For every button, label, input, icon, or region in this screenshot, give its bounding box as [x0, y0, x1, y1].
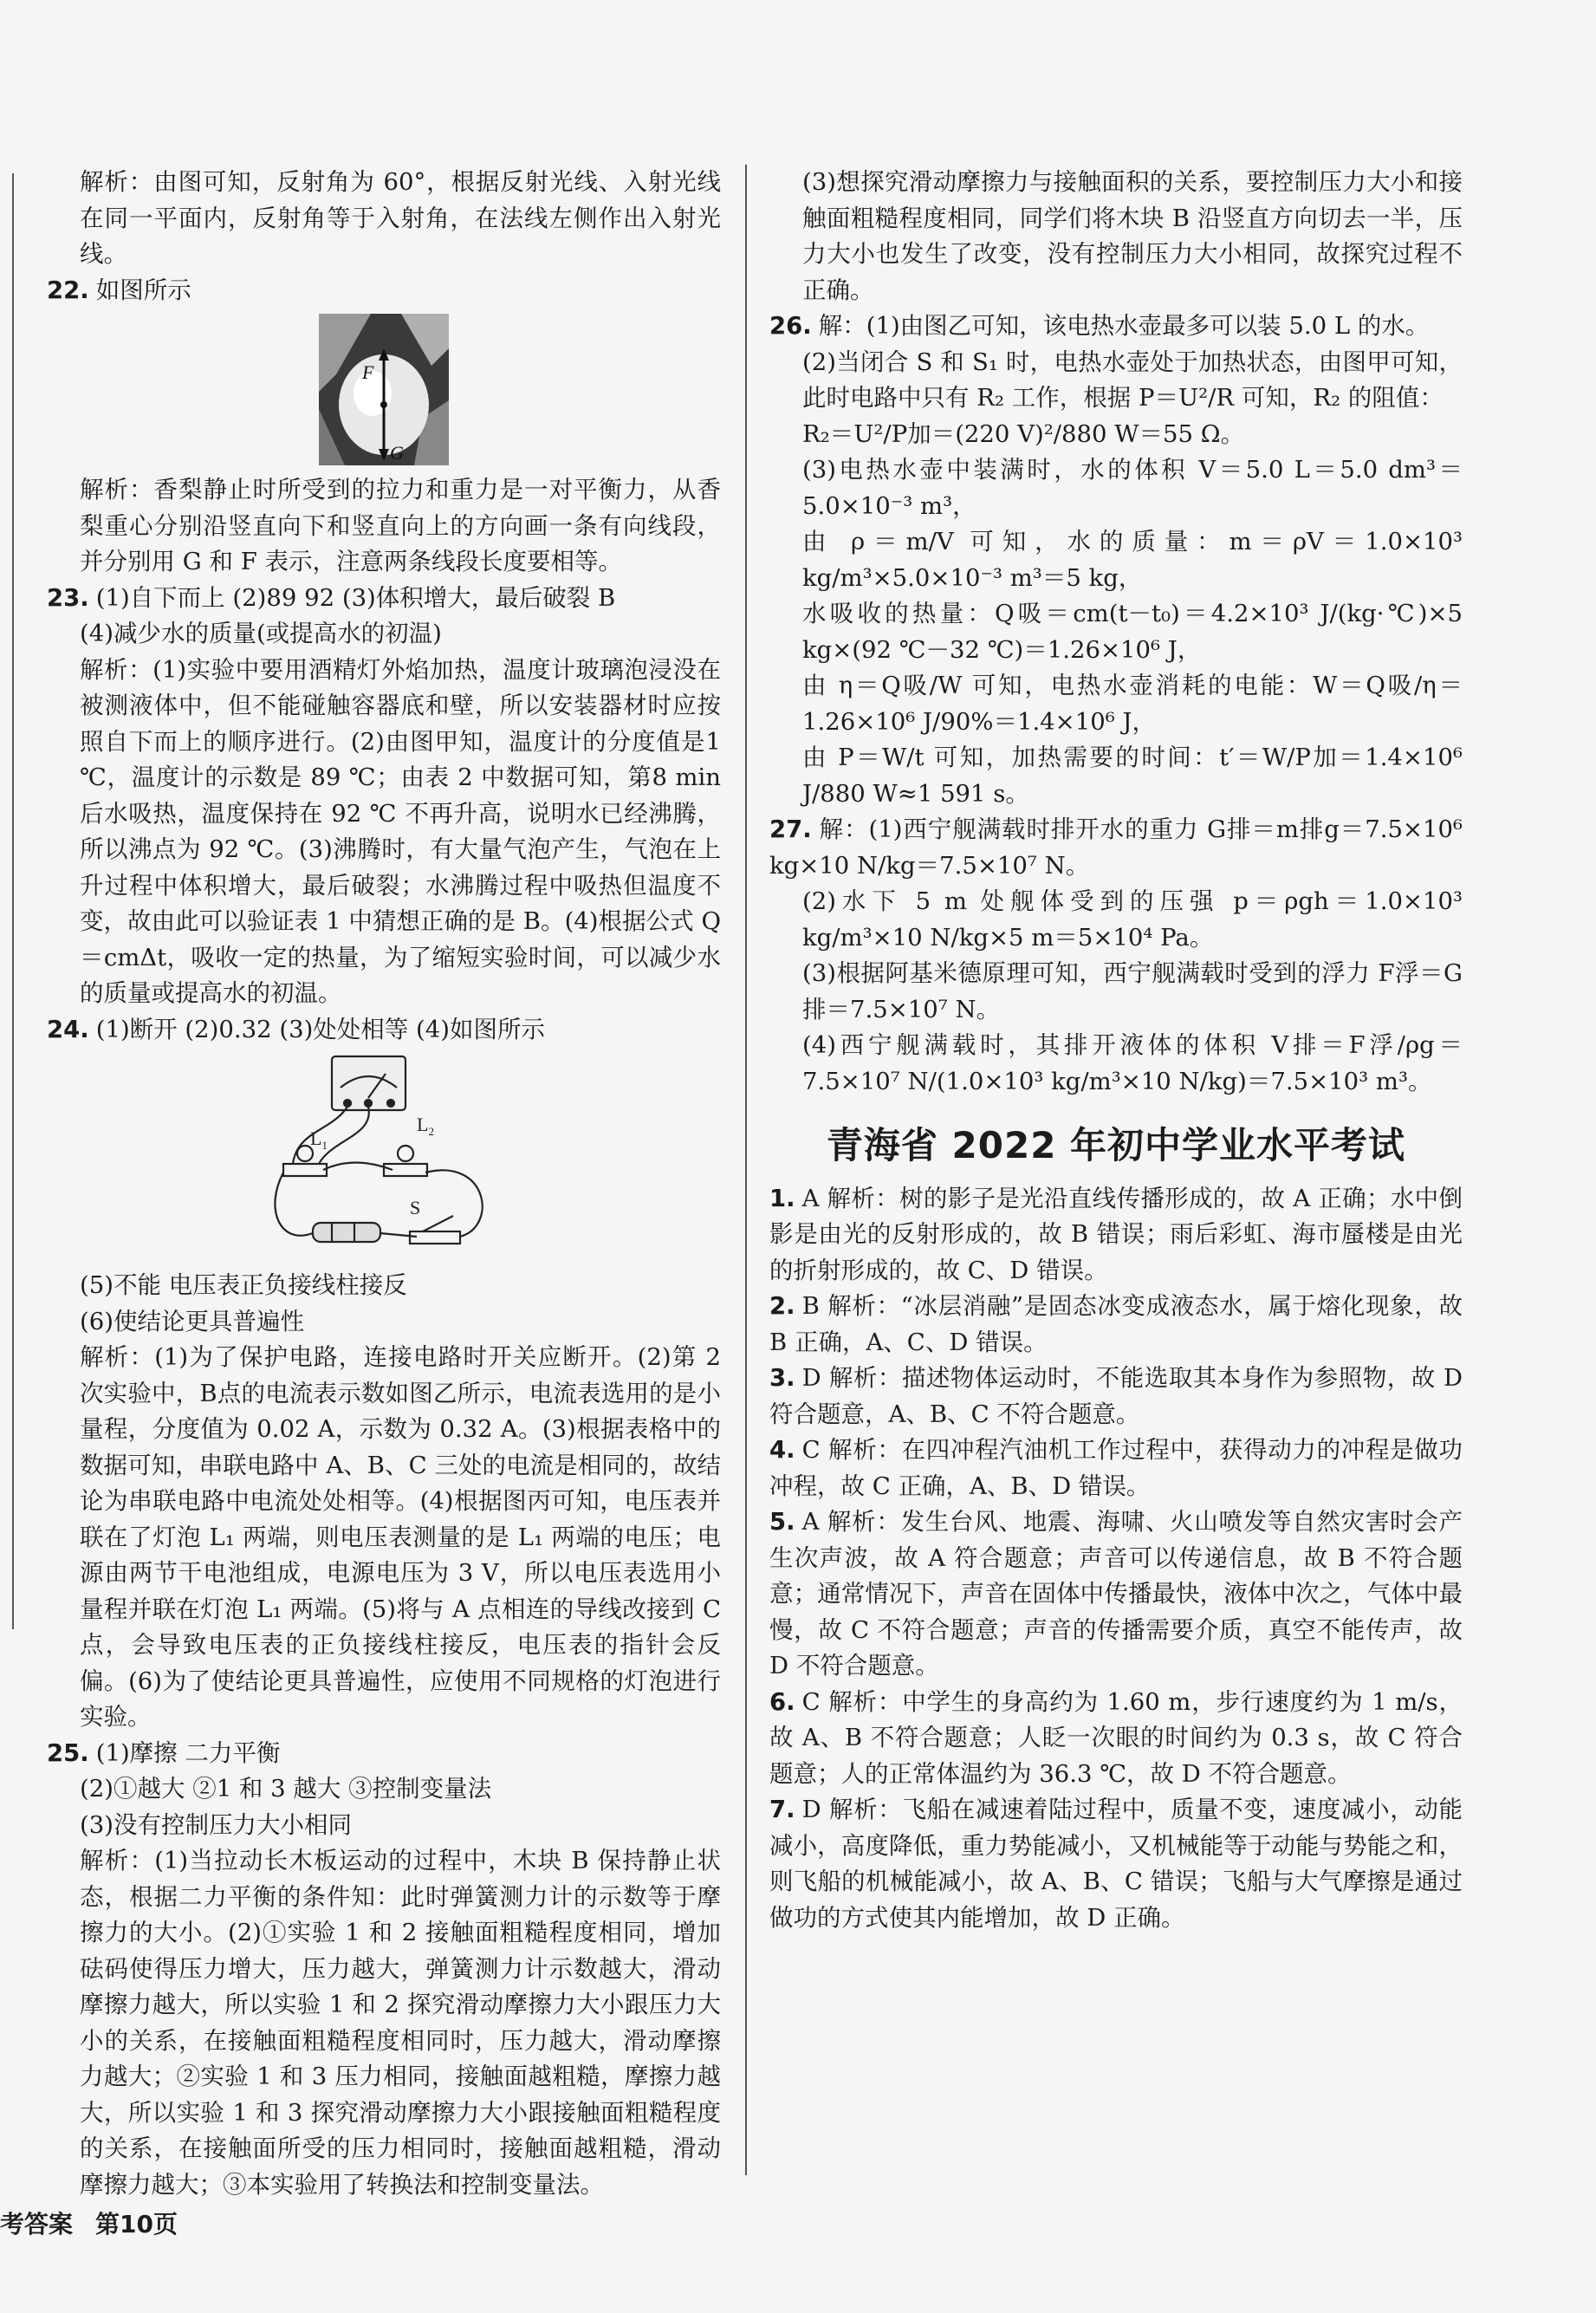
q23-answer-1: [47, 581, 721, 617]
q27-p1: [769, 812, 1463, 884]
q26-p5: 由 ρ＝m/V 可知，水的质量：m＝ρV＝1.0×10³ kg/m³×5.0×10⁻³ m³＝5 kg，: [802, 528, 1463, 592]
q21-analysis: 解析：由图可知，反射角为 60°，根据反射光线、入射光线在同一平面内，反射角等于入射角，在法线左侧作出入射光线。: [80, 168, 721, 268]
svg-text:L1: [310, 1127, 328, 1152]
q26-p2: (2)当闭合 S 和 S₁ 时，电热水壶处于加热状态，由图甲可知，此时电路中只有 R₂ 工作，根据 P＝U²/R 可知，R₂ 的阻值：: [802, 348, 1463, 412]
column-rule-left: [12, 173, 14, 1629]
circuit-figure: [271, 1053, 496, 1261]
answer-list: [769, 1181, 1463, 1937]
q27-p3: (3)根据阿基米德原理可知，西宁舰满载时受到的浮力 F浮＝G排＝7.5×10⁷ N。: [802, 959, 1463, 1023]
q26-p7: 由 η＝Q吸/W 可知，电热水壶消耗的电能：W＝Q吸/η＝1.26×10⁶ J/90%＝1.4×10⁶ J，: [802, 672, 1463, 736]
right-column: [769, 165, 1463, 1936]
q27-p4: (4)西宁舰满载时，其排开液体的体积 V排＝F浮/ρg＝7.5×10⁷ N/(1.0×10³ kg/m³×10 N/kg)＝7.5×10³ m³。: [802, 1031, 1463, 1095]
q27-p1-text: 解：(1)西宁舰满载时排开水的重力 G排＝m排g＝7.5×10⁶ kg×10 N/kg＝7.5×10⁷ N。: [769, 815, 1463, 880]
answer-item: [769, 1181, 1463, 1290]
column-rule-middle: [745, 165, 747, 2175]
q24-analysis: 解析：(1)为了保护电路，连接电路时开关应断开。(2)第 2 次实验中，B点的电流表示数如图乙所示，电流表选用的是小量程，分度值为 0.02 A，示数为 0.32 A。(3)根据表格中的数据可知，串联电路中 A、B、C 三处的电流是相同的，故结论为串联电路中电流处处相等。(4)根据图丙可知，电压表并联在了灯泡 L₁ 两端，则电压表测量的是 L₁ 两端的电压；电源由两节干电池组成，电源电压为 3 V，所以电压表选用小量程并联在灯泡 L₁ 两端。(5)将与 A 点相连的导线改接到 C 点，会导致电压表的正负接线柱接反，电压表的指针会反偏。(6)为了使结论更具普遍性，应使用不同规格的灯泡进行实验。: [80, 1343, 721, 1731]
q26-p4: (3)电热水壶中装满时，水的体积 V＝5.0 L＝5.0 dm³＝5.0×10⁻³ m³，: [802, 456, 1463, 520]
q24-answer-1: [47, 1012, 721, 1049]
q24-answer-1-text: (1)断开 (2)0.32 (3)处处相等 (4)如图所示: [95, 1015, 545, 1043]
q24-number: 24.: [47, 1015, 89, 1043]
page-footer: [0, 2206, 200, 2240]
q25-number: 25.: [47, 1738, 89, 1767]
q23-answer-1-text: (1)自下而上 (2)89 92 (3)体积增大，最后破裂 B: [95, 583, 616, 612]
q23-number: 23.: [47, 583, 89, 612]
answer-number: 1.: [769, 1184, 795, 1212]
q24-answer-2: (5)不能 电压表正负接线柱接反: [80, 1271, 407, 1299]
q25-analysis: 解析：(1)当拉动长木板运动的过程中，木块 B 保持静止状态，根据二力平衡的条件知：此时弹簧测力计的示数等于摩擦力的大小。(2)①实验 1 和 2 接触面粗糙程度相同，增加砝码使得压力增大，压力越大，弹簧测力计示数越大，滑动摩擦力越大，所以实验 1 和 2 探究滑动摩擦力大小跟压力大小的关系，在接触面粗糙程度相同时，压力越大，滑动摩擦力越大；②实验 1 和 3 压力相同，接触面越粗糙，摩擦力越大，所以实验 1 和 3 探究滑动摩擦力大小跟接触面粗糙程度的关系，在接触面所受的压力相同时，接触面越粗糙，滑动摩擦力越大；③本实验用了转换法和控制变量法。: [80, 1847, 721, 2199]
pear-figure: [319, 314, 449, 465]
answer-item: [769, 1361, 1463, 1433]
q22-number: 22.: [47, 276, 89, 304]
answer-text: B 解析：“冰层消融”是固态冰变成液态水，属于熔化现象，故 B 正确，A、C、D 错误。: [769, 1292, 1463, 1356]
answer-number: 6.: [769, 1687, 795, 1716]
q25-answer-1: [47, 1736, 721, 1772]
force-G-label: G: [390, 442, 404, 464]
L1-label: L: [310, 1127, 322, 1149]
q26-p1-text: 解：(1)由图乙可知，该电热水壶最多可以装 5.0 L 的水。: [818, 312, 1430, 340]
q27-p2: (2)水下 5 m 处舰体受到的压强 p＝ρgh＝1.0×10³ kg/m³×10 N/kg×5 m＝5×10⁴ Pa。: [802, 887, 1463, 952]
answer-number: 5.: [769, 1508, 795, 1536]
answer-number: 7.: [769, 1796, 795, 1823]
q25-answer-2: (2)①越大 ②1 和 3 越大 ③控制变量法: [80, 1775, 492, 1803]
q26-p8: 由 P＝W/t 可知，加热需要的时间：t′＝W/P加＝1.4×10⁶ J/880 W≈1 591 s。: [802, 744, 1463, 808]
answer-text: C 解析：中学生的身高约为 1.60 m，步行速度约为 1 m/s，故 A、B 不符合题意；人眨一次眼的时间约为 0.3 s，故 C 符合题意；人的正常体温约为 36.3 ℃，故 D 不符合题意。: [769, 1687, 1463, 1788]
answer-number: 3.: [769, 1364, 795, 1392]
answer-text: D 解析：描述物体运动时，不能选取其本身作为参照物，故 D 符合题意，A、B、C 不符合题意。: [769, 1364, 1463, 1428]
q27-number: 27.: [769, 815, 812, 843]
force-F-label: F: [362, 361, 374, 383]
answer-number: 2.: [769, 1292, 795, 1320]
q22-analysis: 解析：香梨静止时所受到的拉力和重力是一对平衡力，从香梨重心分别沿竖直向下和竖直向上的方向画一条有向线段，并分别用 G 和 F 表示，注意两条线段长度要相等。: [80, 476, 721, 575]
q26-p3: R₂＝U²/P加＝(220 V)²/880 W＝55 Ω。: [802, 419, 1245, 448]
q22-answer: 如图所示: [95, 276, 191, 304]
left-column: [47, 165, 721, 2203]
answer-item: [769, 1289, 1463, 1361]
answer-number: 4.: [769, 1436, 795, 1464]
answer-item: [769, 1792, 1463, 1936]
answer-item: [769, 1504, 1463, 1685]
section-title: 青海省 2022 年初中学业水平考试: [826, 1124, 1406, 1166]
q25-answer-3: (3)没有控制压力大小相同: [80, 1810, 352, 1839]
answer-item: [769, 1685, 1463, 1793]
q24-answer-3: (6)使结论更具普遍性: [80, 1307, 304, 1335]
q23-answer-2: (4)减少水的质量(或提高水的初温): [80, 620, 442, 647]
page-number: 第10页: [95, 2210, 178, 2238]
footer-label: 考答案: [0, 2210, 74, 2238]
q25-analysis-cont: (3)想探究滑动摩擦力与接触面积的关系，要控制压力大小和接触面粗糙程度相同，同学们将木块 B 沿竖直方向切去一半，压力大小也发生了改变，没有控制压力大小相同，故探究过程不正确。: [802, 168, 1463, 304]
answer-text: A 解析：树的影子是光沿直线传播形成的，故 A 正确；水中倒影是由光的反射形成的，故 B 错误；雨后彩虹、海市蜃楼是由光的折射形成的，故 C、D 错误。: [769, 1184, 1463, 1284]
switch-S-label: S: [410, 1197, 421, 1218]
q26-number: 26.: [769, 312, 812, 340]
answer-text: A 解析：发生台风、地震、海啸、火山喷发等自然灾害时会产生次声波，故 A 符合题意；声音可以传递信息，故 B 不符合题意；通常情况下，声音在固体中传播最快，液体中次之，气体中最慢，故 C 不符合题意；声音的传播需要介质，真空不能传声，故 D 不符合题意。: [769, 1508, 1463, 1680]
q23-analysis: 解析：(1)实验中要用酒精灯外焰加热，温度计玻璃泡浸没在被测液体中，但不能碰触容器底和壁，所以安装器材时应按照自下而上的顺序进行。(2)由图甲知，温度计的分度值是1 ℃，温度计的示数是 89 ℃；由表 2 中数据可知，第8 min后水吸热，温度保持在 92 ℃ 不再升高，说明水已经沸腾，所以沸点为 92 ℃。(3)沸腾时，有大量气泡产生，气泡在上升过程中体积增大，最后破裂；水沸腾过程中吸热但温度不变，故由此可以验证表 1 中猜想正确的是 B。(4)根据公式 Q＝cmΔt，吸收一定的热量，为了缩短实验时间，可以减少水的质量或提高水的初温。: [80, 655, 721, 1007]
q26-p6: 水吸收的热量：Q吸＝cm(t－t₀)＝4.2×10³ J/(kg·℃)×5 kg×(92 ℃－32 ℃)＝1.26×10⁶ J，: [802, 600, 1463, 664]
L2-label: L: [417, 1114, 429, 1135]
L2-sub: 2: [428, 1125, 434, 1138]
q26-p1: [769, 309, 1463, 345]
answer-item: [769, 1433, 1463, 1504]
L1-sub: 1: [321, 1139, 328, 1152]
q22-heading: [47, 273, 721, 309]
answer-text: C 解析：在四冲程汽油机工作过程中，获得动力的冲程是做功冲程，故 C 正确，A、B、D 错误。: [769, 1436, 1463, 1500]
q25-answer-1-text: (1)摩擦 二力平衡: [95, 1738, 281, 1767]
svg-text:L2: [417, 1114, 434, 1138]
answer-text: D 解析：飞船在减速着陆过程中，质量不变，速度减小，动能减小，高度降低，重力势能减小，又机械能等于动能与势能之和，则飞船的机械能减小，故 A、B、C 错误；飞船与大气摩擦是通过做功的方式使其内能增加，故 D 正确。: [769, 1796, 1463, 1932]
